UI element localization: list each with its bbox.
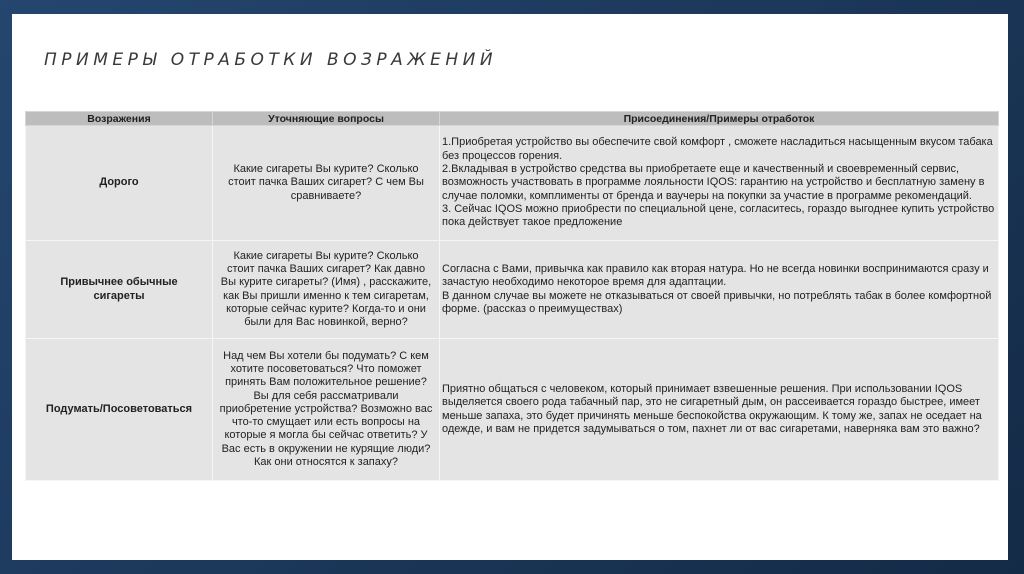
answer-cell [440,241,999,339]
answer-line: Согласна с Вами, привычка как правило как вторая натура. Но не всегда новинки воспринимаются сразу и зачастую необходимо некоторое время для адаптации. [442,262,989,289]
table-row [26,241,999,339]
question-cell: Над чем Вы хотели бы подумать? С кем хотите посоветоваться? Что поможет принять Вам положительное решение? Вы для себя рассматривали приобретение устройства? Возможно вас что-то смущает или есть вопросы на которые я могла бы сейчас ответить? У Вас есть в окружении не курящие люди? Как они относятся к запаху? [213,339,440,481]
slide-title: ПРИМЕРЫ ОТРАБОТКИ ВОЗРАЖЕНИЙ [44,50,498,70]
header-objections: Возражения [26,112,213,126]
header-responses: Присоединения/Примеры отработок [440,112,999,126]
answer-cell [440,126,999,241]
header-clarifying-questions: Уточняющие вопросы [213,112,440,126]
question-cell: Какие сигареты Вы курите? Сколько стоит пачка Ваших сигарет? С чем Вы сравниваете? [213,126,440,241]
answer-cell [440,339,999,481]
table-row [26,339,999,481]
answer-line: 1.Приобретая устройство вы обеспечите свой комфорт , сможете насладиться насыщенным вкусом табака без процессов горения. [442,136,993,162]
answer-line: 2.Вкладывая в устройство средства вы приобретаете еще и качественный и своевременный сервис, возможность участвовать в программе лояльности IQOS: гарантию на устройство и бесплатную замену в случае поломки, комплименты от бренда и ваучеры на покупки за участие в программе рекомендаций. [442,163,985,202]
table-row [26,126,999,241]
question-cell: Какие сигареты Вы курите? Сколько стоит пачка Ваших сигарет? Как давно Вы курите сигареты? (Имя) , расскажите, как Вы пришли именно к тем сигаретам, которые сейчас курите? Когда-то и они были для Вас новинкой, верно? [213,241,440,339]
slide [12,14,1008,560]
objection-cell: Дорого [26,126,213,241]
answer-line: Приятно общаться с человеком, который принимает взвешенные решения. При использовании IQOS выделяется своего рода табачный пар, это не сигаретный дым, он рассеивается гораздо быстрее, имеет меньше запаха, это будет причинять меньше беспокойства окружающим. К тому же, запах не оседает на одежде, и вам не придется задумываться о том, пахнет ли от вас сигаретами, наверняка вам это важно? [442,382,982,435]
objections-table [25,111,999,481]
answer-line: В данном случае вы можете не отказываться от своей привычки, но потреблять табак в более комфортной форме. (рассказ о преимуществах) [442,289,992,315]
objection-cell: Подумать/Посоветоваться [26,339,213,481]
table-header-row [26,112,999,126]
objection-cell: Привычнее обычные сигареты [26,241,213,339]
answer-line: 3. Сейчас IQOS можно приобрести по специальной цене, согласитесь, гораздо выгоднее купить устройство пока действует такое предложение [442,202,995,229]
